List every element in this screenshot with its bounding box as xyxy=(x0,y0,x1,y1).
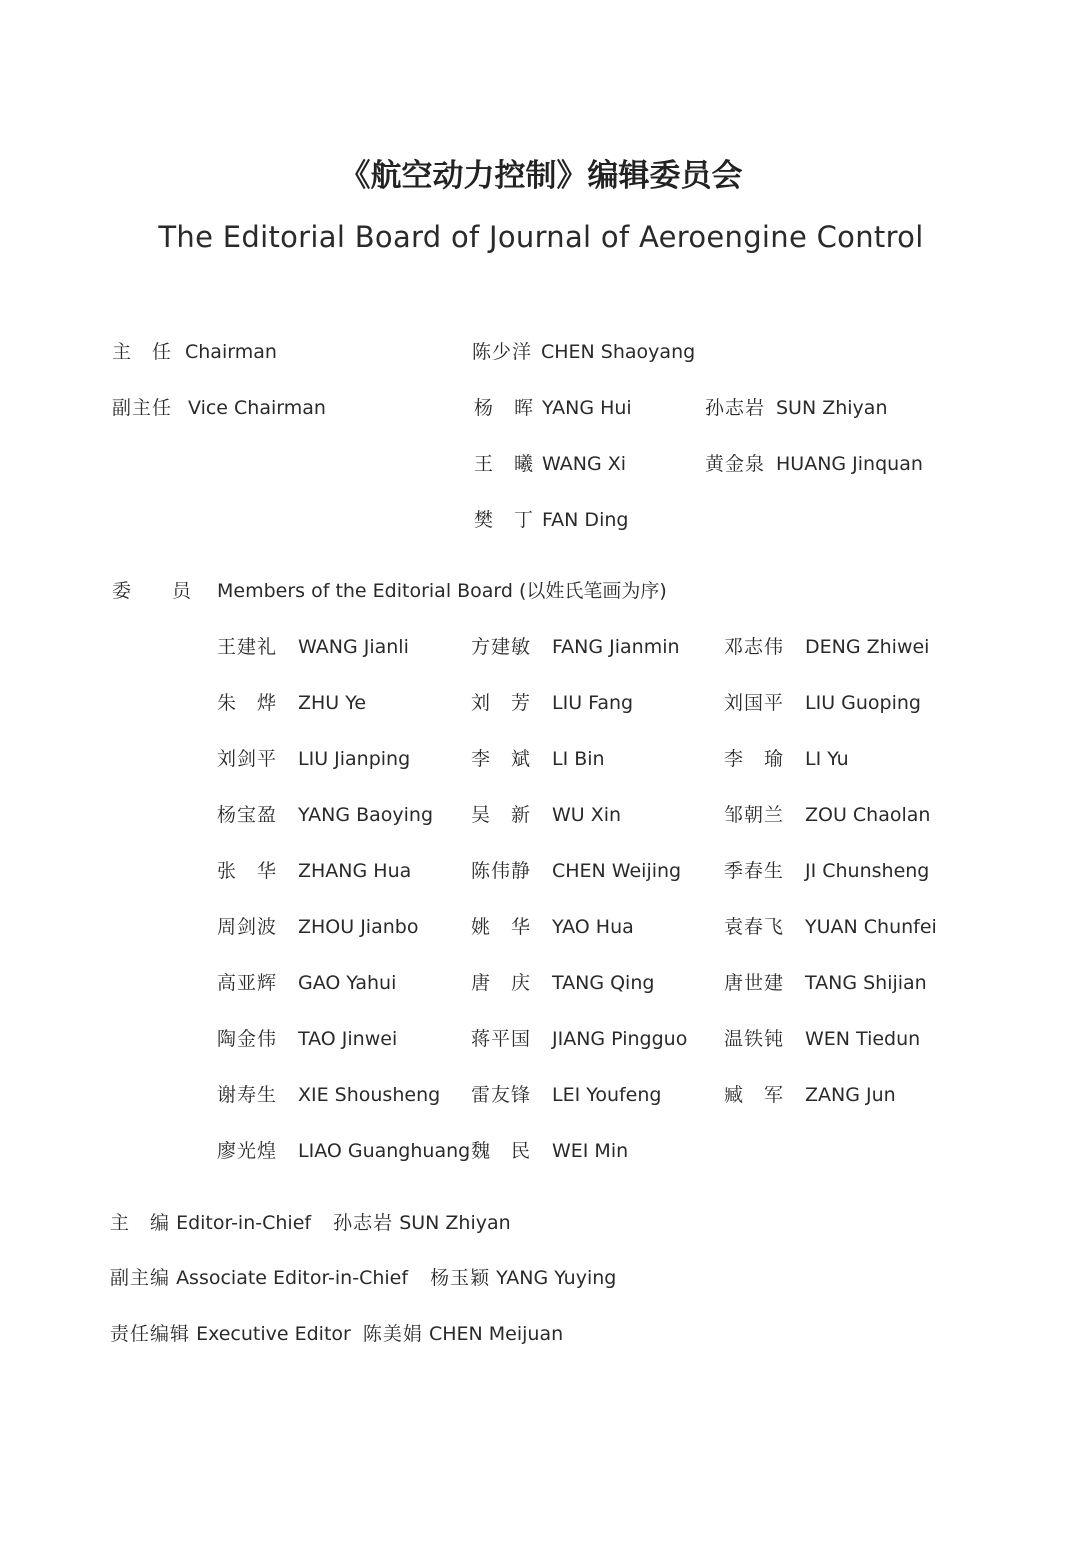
person-name-en: CHEN Weijing xyxy=(552,860,682,882)
associate-editor-role-en: Associate Editor-in-Chief xyxy=(176,1267,409,1289)
chairman-role-en: Chairman xyxy=(185,341,277,363)
chairman-name-en: CHEN Shaoyang xyxy=(541,341,696,363)
person-name-en: LIU Jianping xyxy=(298,748,411,770)
person-name-en: TAO Jinwei xyxy=(298,1028,398,1050)
members-role-cn: 委 员 xyxy=(112,580,193,602)
person-name-en: XIE Shousheng xyxy=(298,1084,441,1106)
person-name-cn: 杨宝盈 xyxy=(217,804,278,826)
person-name-cn: 魏 民 xyxy=(471,1140,532,1162)
person-name-en: LIU Guoping xyxy=(805,692,921,714)
person-name-en: YANG Baoying xyxy=(298,804,434,826)
person-name-cn: 吴 新 xyxy=(471,804,532,826)
members-heading: Members of the Editorial Board (以姓氏笔画为序) xyxy=(217,580,667,602)
chairman-name-cn: 陈少洋 xyxy=(472,341,533,363)
person-name-cn: 温铁钝 xyxy=(724,1028,785,1050)
person-name-en: ZHANG Hua xyxy=(298,860,412,882)
person-name-en: HUANG Jinquan xyxy=(776,453,923,475)
person-name-cn: 邹朝兰 xyxy=(724,804,785,826)
person-name-en: YUAN Chunfei xyxy=(805,916,937,938)
person-name-en: LEI Youfeng xyxy=(552,1084,662,1106)
executive-editor-name-en: CHEN Meijuan xyxy=(428,1323,564,1345)
person-name-cn: 谢寿生 xyxy=(217,1084,278,1106)
person-name-cn: 刘剑平 xyxy=(217,748,278,770)
person-name-cn: 姚 华 xyxy=(471,916,532,938)
person-name-cn: 樊 丁 xyxy=(474,509,535,531)
person-name-en: FAN Ding xyxy=(542,509,629,531)
associate-editor-role-cn: 副主编 xyxy=(110,1267,171,1289)
person-name-cn: 臧 军 xyxy=(724,1084,785,1106)
person-name-en: JI Chunsheng xyxy=(805,860,930,882)
person-name-en: LIAO Guanghuang xyxy=(298,1140,471,1162)
person-name-en: YANG Hui xyxy=(542,397,632,419)
editor-in-chief-role-cn: 主 编 xyxy=(110,1212,171,1234)
page-title-en: The Editorial Board of Journal of Aeroengine Control xyxy=(158,220,924,254)
person-name-en: LI Yu xyxy=(805,748,849,770)
executive-editor-name-cn: 陈美娟 xyxy=(362,1323,423,1345)
person-name-cn: 廖光煌 xyxy=(217,1140,278,1162)
person-name-en: WANG Jianli xyxy=(298,636,409,658)
person-name-cn: 朱 烨 xyxy=(217,692,278,714)
vice-chairman-role-en: Vice Chairman xyxy=(188,397,326,419)
person-name-cn: 李 斌 xyxy=(471,748,532,770)
person-name-cn: 高亚辉 xyxy=(217,972,278,994)
person-name-cn: 方建敏 xyxy=(471,636,532,658)
person-name-en: WEN Tiedun xyxy=(805,1028,921,1050)
person-name-en: WU Xin xyxy=(552,804,622,826)
person-name-en: LIU Fang xyxy=(552,692,634,714)
editor-in-chief-role-en: Editor-in-Chief xyxy=(176,1212,312,1234)
person-name-cn: 杨 晖 xyxy=(474,397,535,419)
person-name-en: ZANG Jun xyxy=(805,1084,896,1106)
person-name-cn: 唐 庆 xyxy=(471,972,532,994)
executive-editor-role-cn: 责任编辑 xyxy=(110,1323,191,1345)
person-name-en: WEI Min xyxy=(552,1140,629,1162)
person-name-cn: 蒋平国 xyxy=(471,1028,532,1050)
person-name-en: TANG Qing xyxy=(552,972,655,994)
person-name-en: ZHOU Jianbo xyxy=(298,916,419,938)
person-name-en: GAO Yahui xyxy=(298,972,397,994)
person-name-cn: 张 华 xyxy=(217,860,278,882)
person-name-cn: 邓志伟 xyxy=(724,636,785,658)
person-name-en: WANG Xi xyxy=(542,453,627,475)
page-title-cn: 《航空动力控制》编辑委员会 xyxy=(339,158,743,194)
person-name-cn: 周剑波 xyxy=(217,916,278,938)
editor-in-chief-line xyxy=(110,1211,511,1235)
person-name-en: ZOU Chaolan xyxy=(805,804,931,826)
executive-editor-role-en: Executive Editor xyxy=(196,1323,351,1345)
person-name-cn: 王建礼 xyxy=(217,636,278,658)
person-name-cn: 孙志岩 xyxy=(705,397,766,419)
editor-in-chief-name-en: SUN Zhiyan xyxy=(399,1212,511,1234)
person-name-en: SUN Zhiyan xyxy=(776,397,888,419)
executive-editor-line xyxy=(110,1322,563,1346)
person-name-cn: 刘 芳 xyxy=(471,692,532,714)
person-name-cn: 袁春飞 xyxy=(724,916,785,938)
person-name-cn: 雷友锋 xyxy=(471,1084,532,1106)
person-name-en: LI Bin xyxy=(552,748,605,770)
person-name-en: ZHU Ye xyxy=(298,692,367,714)
editor-in-chief-name-cn: 孙志岩 xyxy=(333,1212,394,1234)
person-name-cn: 刘国平 xyxy=(724,692,785,714)
person-name-cn: 陈伟静 xyxy=(471,860,532,882)
person-name-cn: 王 曦 xyxy=(474,453,535,475)
associate-editor-name-cn: 杨玉颖 xyxy=(430,1267,491,1289)
associate-editor-line xyxy=(110,1266,616,1290)
chairman-role-cn: 主 任 xyxy=(112,341,173,363)
person-name-en: DENG Zhiwei xyxy=(805,636,930,658)
vice-chairman-role-cn: 副主任 xyxy=(112,397,173,419)
person-name-en: YAO Hua xyxy=(552,916,634,938)
person-name-en: JIANG Pingguo xyxy=(552,1028,688,1050)
person-name-cn: 唐世建 xyxy=(724,972,785,994)
person-name-cn: 李 瑜 xyxy=(724,748,785,770)
associate-editor-name-en: YANG Yuying xyxy=(496,1267,617,1289)
person-name-cn: 黄金泉 xyxy=(705,453,766,475)
person-name-en: TANG Shijian xyxy=(805,972,927,994)
person-name-en: FANG Jianmin xyxy=(552,636,680,658)
person-name-cn: 陶金伟 xyxy=(217,1028,278,1050)
person-name-cn: 季春生 xyxy=(724,860,785,882)
